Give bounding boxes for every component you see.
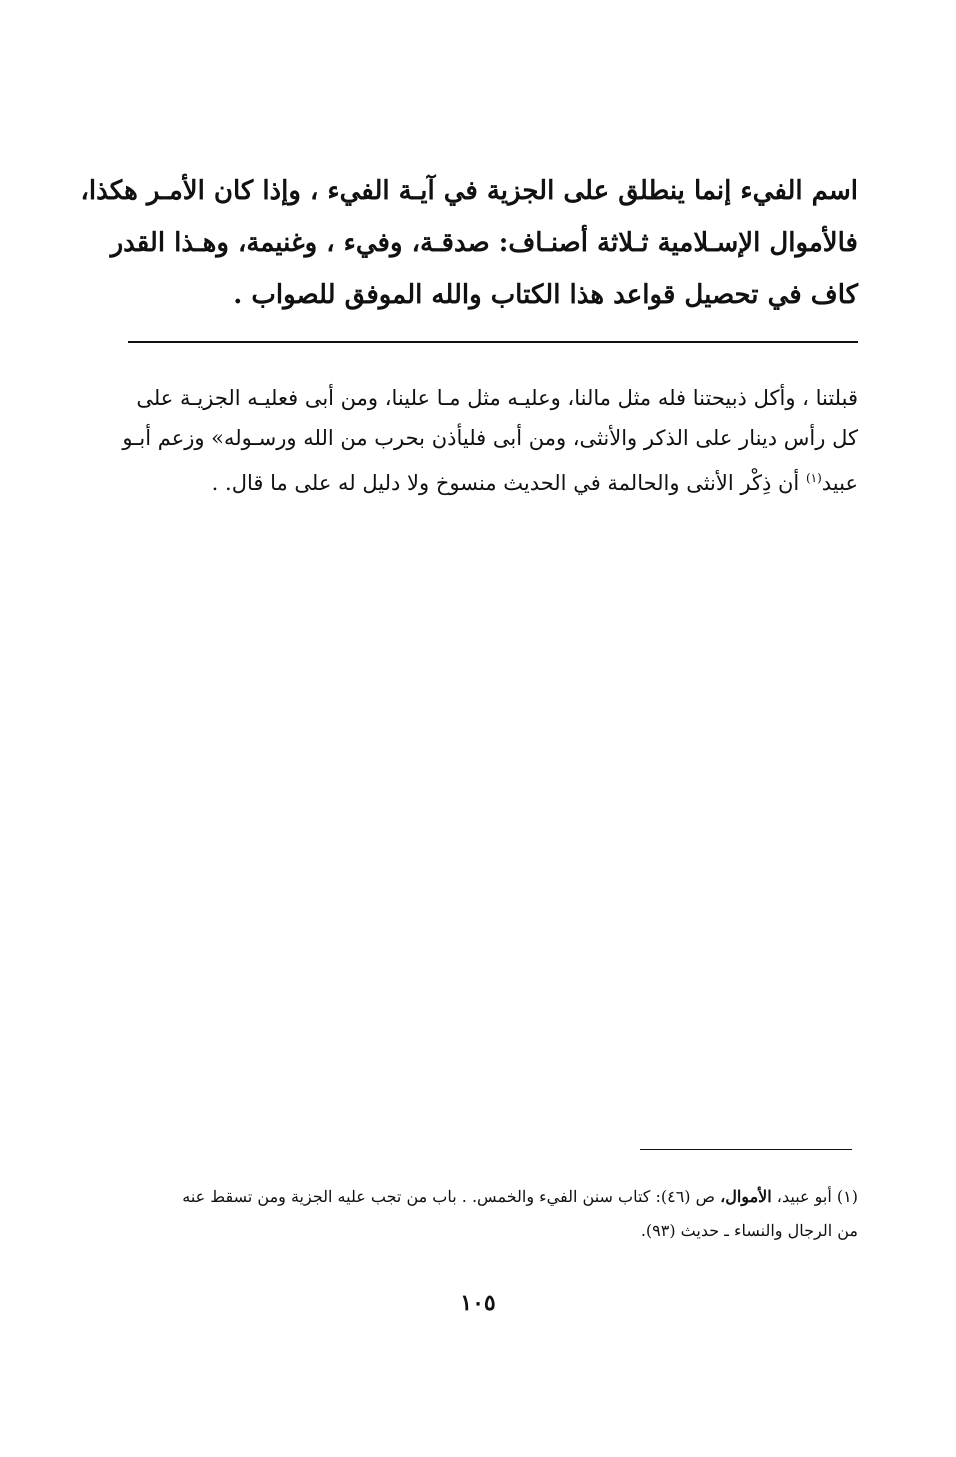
- main-line-1: اسم الفيء إنما ينطلق على الجزية في آيـة الفيء ، وإذا كان الأمـر هكذا،: [80, 176, 858, 206]
- footnote-reference[interactable]: (١): [805, 471, 822, 485]
- quote-line-3: [128, 458, 858, 503]
- footnote: [128, 1180, 858, 1248]
- main-line-2: فالأموال الإسـلامية ثـلاثة أصنـاف: صدقـة، وفيء ، وغنيمة، وهـذا القدر: [110, 228, 858, 258]
- footnote-citation: ص (٤٦): كتاب سنن الفيء والخمس. . باب من تجب عليه الجزية ومن تسقط عنه: [182, 1187, 715, 1206]
- main-line-3: كاف في تحصيل قواعد هذا الكتاب والله الموفق للصواب .: [233, 280, 858, 310]
- footnote-number: (١): [836, 1187, 858, 1206]
- quote-line-3-start: عبيد: [821, 471, 858, 495]
- quote-line-3-end: أن ذِكْر الأنثى والحالمة في الحديث منسوخ ولا دليل له على ما قال. .: [211, 471, 806, 495]
- footnote-book-title: الأموال،: [720, 1187, 772, 1206]
- quote-line-2: كل رأس دينار على الذكر والأنثى، ومن أبى فليأذن بحرب من الله ورسـوله» وزعم أبـو: [122, 426, 858, 450]
- section-divider: [128, 341, 858, 343]
- main-paragraph: [80, 165, 858, 321]
- quote-line-1: قبلتنا ، وأكل ذبيحتنا فله مثل مالنا، وعليـه مثل مـا علينا، ومن أبى فعليـه الجزيـة على: [136, 386, 858, 410]
- footnote-line-2: من الرجال والنساء ـ حديث (٩٣).: [640, 1221, 858, 1240]
- page-number: ١٠٥: [460, 1290, 496, 1316]
- footnote-divider: [640, 1149, 852, 1150]
- footnote-author: أبو عبيد،: [776, 1187, 832, 1206]
- footnote-line-1: [128, 1180, 858, 1214]
- quote-paragraph: [122, 378, 858, 503]
